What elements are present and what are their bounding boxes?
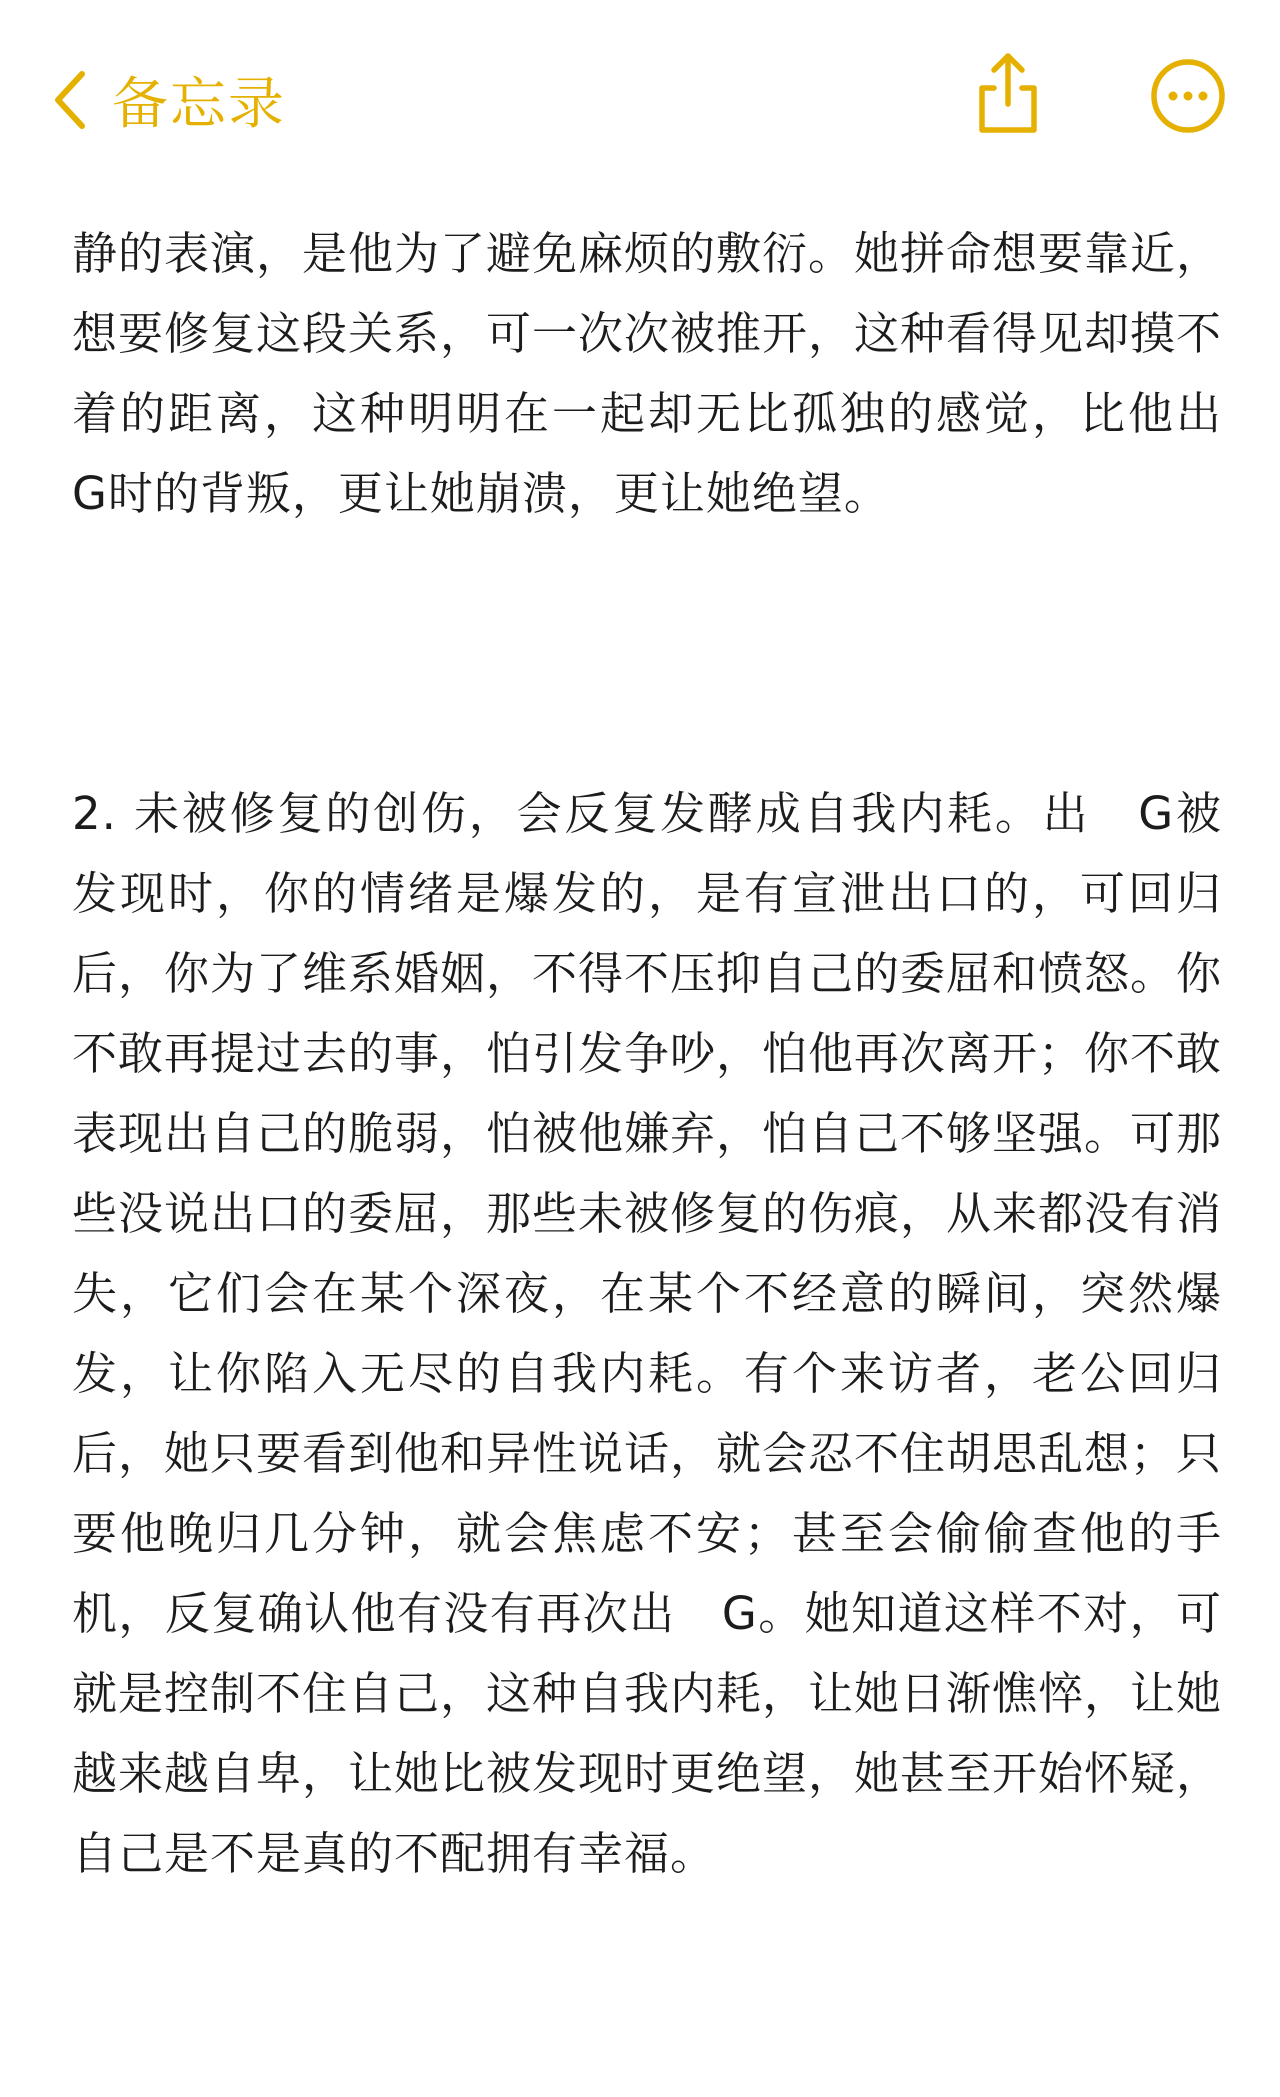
navigation-bar: [0, 0, 1280, 200]
note-body[interactable]: [72, 214, 1269, 1894]
more-button[interactable]: [1150, 58, 1226, 134]
back-button[interactable]: [52, 60, 286, 140]
ellipsis-circle-icon: [1150, 58, 1226, 134]
back-label: 备忘录: [112, 72, 286, 137]
chevron-left-icon: [52, 70, 86, 130]
share-icon: [972, 50, 1044, 134]
share-button[interactable]: [972, 50, 1044, 134]
paragraph-gap: [72, 534, 1222, 774]
note-paragraph: 2. 未被修复的创伤，会反复发酵成自我内耗。出 G被发现时，你的情绪是爆发的，是有宣泄出口的，可回归后，你为了维系婚姻，不得不压抑自己的委屈和愤怒。你不敢再提过去的事，怕引发争吵，怕他再次离开；你不敢表现出自己的脆弱，怕被他嫌弃，怕自己不够坚强。可那些没说出口的委屈，那些未被修复的伤痕，从来都没有消失，它们会在某个深夜，在某个不经意的瞬间，突然爆发，让你陷入无尽的自我内耗。有个来访者，老公回归后，她只要看到他和异性说话，就会忍不住胡思乱想；只要他晚归几分钟，就会焦虑不安；甚至会偷偷查他的手机，反复确认他有没有再次出 G。她知道这样不对，可就是控制不住自己，这种自我内耗，让她日渐憔悴，让她越来越自卑，让她比被发现时更绝望，她甚至开始怀疑，自己是不是真的不配拥有幸福。: [72, 787, 1223, 1880]
note-paragraph: 静的表演，是他为了避免麻烦的敷衍。她拼命想要靠近，想要修复这段关系，可一次次被推开，这种看得见却摸不着的距离，这种明明在一起却无比孤独的感觉，比他出 G时的背叛，更让她崩溃，更让她绝望。: [72, 227, 1269, 520]
